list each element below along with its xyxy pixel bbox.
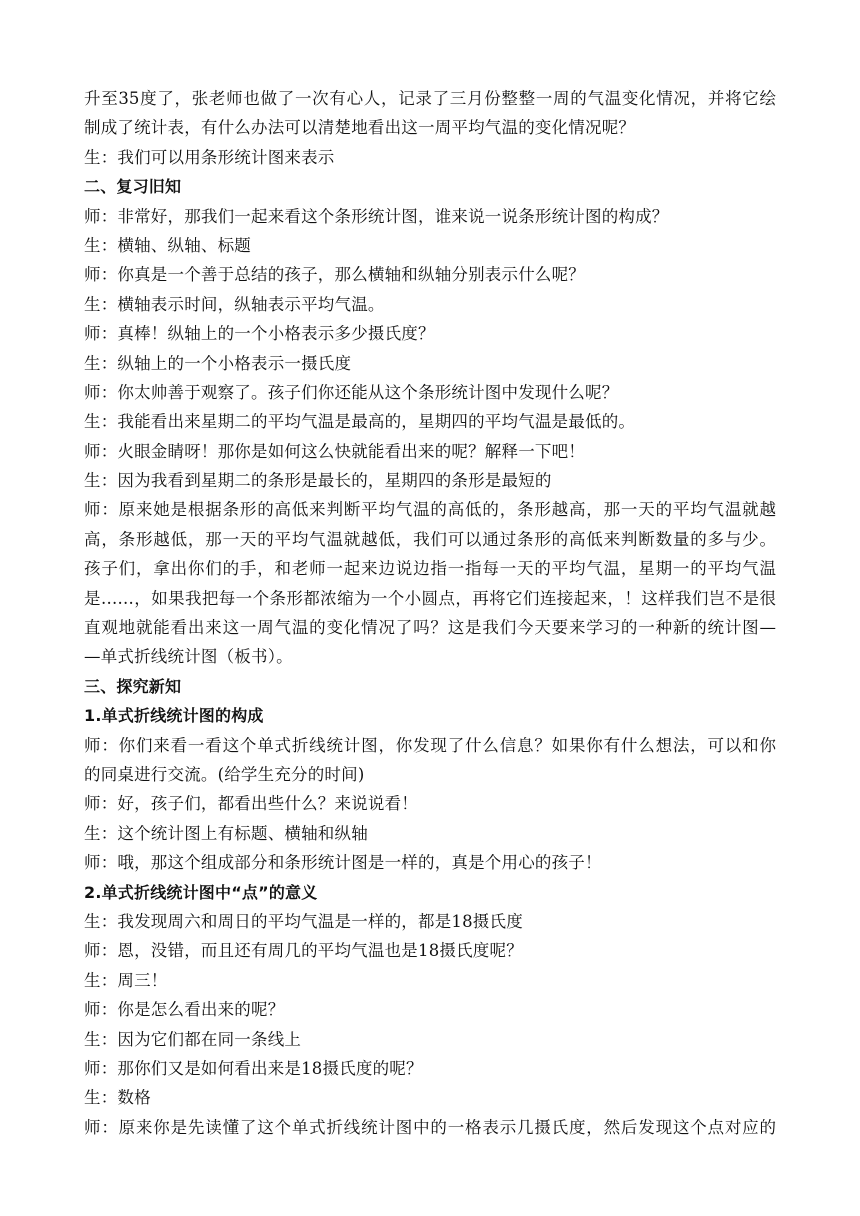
paragraph-line: 的同桌进行交流。(给学生充分的时间) xyxy=(84,764,365,784)
paragraph-line: 师：好，孩子们，都看出些什么？来说说看！ xyxy=(84,794,418,814)
paragraph-line: 师：你是怎么看出来的呢？ xyxy=(84,1000,285,1020)
paragraph-line: 生：数格 xyxy=(84,1088,151,1108)
section-heading: 1.单式折线统计图的构成 xyxy=(84,706,264,726)
section-heading: 2.单式折线统计图中“点”的意义 xyxy=(84,882,318,902)
paragraph-line: 制成了统计表，有什么办法可以清楚地看出这一周平均气温的变化情况呢？ xyxy=(84,118,636,138)
paragraph-line: 师：恩，没错，而且还有周几的平均气温也是18摄氏度呢？ xyxy=(84,941,523,961)
paragraph-line: 师：火眼金睛呀！那你是如何这么快就能看出来的呢？解释一下吧！ xyxy=(84,441,585,461)
paragraph-line: 生：横轴、纵轴、标题 xyxy=(84,235,251,255)
paragraph-line: 师：真棒！纵轴上的一个小格表示多少摄氏度？ xyxy=(84,324,435,344)
paragraph-line: 师：你们来看一看这个单式折线统计图，你发现了什么信息？如果你有什么想法，可以和你 xyxy=(84,735,776,755)
paragraph-line: 生：因为它们都在同一条线上 xyxy=(84,1029,302,1049)
paragraph-line: —单式折线统计图（板书）。 xyxy=(84,647,293,667)
paragraph-line: 生：这个统计图上有标题、横轴和纵轴 xyxy=(84,823,368,843)
paragraph-line: 师：你太帅善于观察了。孩子们你还能从这个条形统计图中发现什么呢？ xyxy=(84,382,619,402)
paragraph-line: 生：纵轴上的一个小格表示一摄氏度 xyxy=(84,353,352,373)
paragraph-line: 升至35度了，张老师也做了一次有心人，记录了三月份整整一周的气温变化情况，并将它绘 xyxy=(84,89,776,108)
paragraph-line: 师：非常好，那我们一起来看这个条形统计图，谁来说一说条形统计图的构成？ xyxy=(84,206,669,226)
paragraph-line: 生：周三！ xyxy=(84,970,168,990)
paragraph-line: 直观地就能看出来这一周气温的变化情况了吗？这是我们今天要来学习的一种新的统计图— xyxy=(84,618,776,638)
paragraph-line: 师：原来你是先读懂了这个单式折线统计图中的一格表示几摄氏度，然后发现这个点对应的 xyxy=(84,1117,776,1137)
paragraph-line: 孩子们，拿出你们的手，和老师一起来边说边指一指每一天的平均气温，星期一的平均气温 xyxy=(84,559,776,579)
document-page xyxy=(84,84,776,1142)
paragraph-line: 生：我们可以用条形统计图来表示 xyxy=(84,147,335,167)
paragraph-line: 师：那你们又是如何看出来是18摄氏度的呢？ xyxy=(84,1058,423,1078)
paragraph-line: 生：因为我看到星期二的条形是最长的，星期四的条形是最短的 xyxy=(84,471,552,491)
paragraph-line: 师：哦，那这个组成部分和条形统计图是一样的，真是个用心的孩子！ xyxy=(84,853,602,873)
section-heading: 二、复习旧知 xyxy=(84,177,182,197)
paragraph-line: 生：我能看出来星期二的平均气温是最高的，星期四的平均气温是最低的。 xyxy=(84,412,636,432)
paragraph-line: 高，条形越低，那一天的平均气温就越低，我们可以通过条形的高低来判断数量的多与少。 xyxy=(84,529,776,549)
paragraph-line: 生：我发现周六和周日的平均气温是一样的，都是18摄氏度 xyxy=(84,911,523,931)
paragraph-line: 师：原来她是根据条形的高低来判断平均气温的高低的，条形越高，那一天的平均气温就越 xyxy=(84,500,776,520)
paragraph-line: 是……，如果我把每一个条形都浓缩为一个小圆点，再将它们连接起来，！这样我们岂不是很 xyxy=(84,588,776,608)
paragraph-line: 生：横轴表示时间，纵轴表示平均气温。 xyxy=(84,294,385,314)
section-heading: 三、探究新知 xyxy=(84,676,182,696)
paragraph-line: 师：你真是一个善于总结的孩子，那么横轴和纵轴分别表示什么呢？ xyxy=(84,265,585,285)
